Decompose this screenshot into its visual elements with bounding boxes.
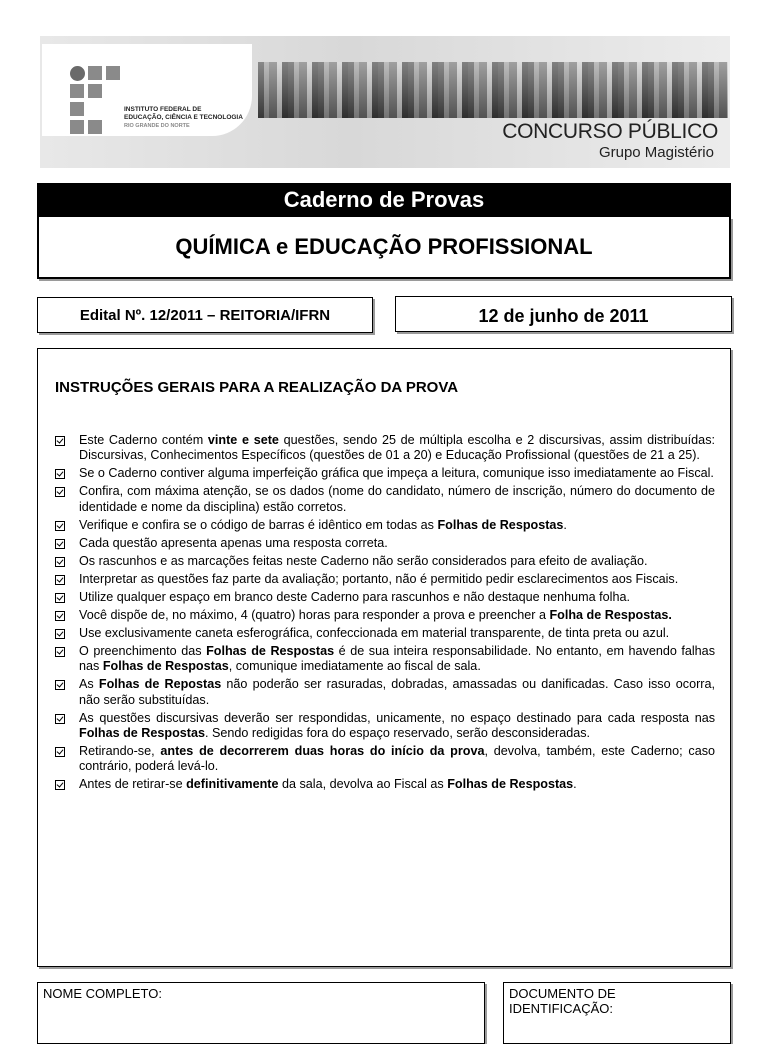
instruction-text: questões, sendo 25 de múltipla escolha e 2 discursivas, assim distribuídas: Discursivas, Conhecimentos Específicos (questões de 01 a 20) e Educação Profissional (questões de 21 a 25). xyxy=(79,433,715,463)
instruction-bold-text: Folhas de Repostas xyxy=(98,677,222,692)
document-field[interactable] xyxy=(503,982,731,1044)
institution-line: EDUCAÇÃO, CIÊNCIA E TECNOLOGIA xyxy=(124,114,243,121)
checkbox-checked-icon xyxy=(55,539,65,549)
instruction-text: da sala, devolva ao Fiscal as xyxy=(278,777,448,792)
instruction-item xyxy=(55,466,715,481)
instructions-list xyxy=(55,433,715,795)
checkbox-checked-icon xyxy=(55,780,65,790)
checkbox-checked-icon xyxy=(55,469,65,479)
instruction-item xyxy=(55,608,715,623)
edital-label: Edital Nº. 12/2011 – REITORIA/IFRN xyxy=(37,297,373,333)
contest-group: Grupo Magistério xyxy=(598,144,714,161)
name-field[interactable] xyxy=(37,982,485,1044)
checkbox-checked-icon xyxy=(55,521,65,531)
checkbox-checked-icon xyxy=(55,747,65,757)
instruction-item xyxy=(55,518,715,533)
instruction-item xyxy=(55,590,715,605)
instruction-bold-text: Folha de Respostas. xyxy=(549,607,672,622)
instruction-item xyxy=(55,484,715,515)
instruction-text: Os rascunhos e as marcações feitas neste Caderno não serão considerados para efeito de avaliação. xyxy=(79,553,648,568)
instruction-text: . xyxy=(563,517,567,532)
instruction-text: Use exclusivamente caneta esferográfica, confeccionada em material transparente, de tinta preta ou azul. xyxy=(79,625,670,640)
instruction-text: Retirando-se, xyxy=(79,744,161,759)
instruction-text: Verifique e confira se o código de barras é idêntico em todas as xyxy=(79,517,438,532)
instruction-text: não poderão ser rasuradas, dobradas, amassadas ou danificadas. Caso isso ocorra, não serão substituídas. xyxy=(79,677,715,707)
name-label: NOME COMPLETO: xyxy=(43,986,162,1001)
instruction-text: Utilize qualquer espaço em branco deste Caderno para rascunhos e não destaque nenhuma folha. xyxy=(79,589,630,604)
checkbox-checked-icon xyxy=(55,436,65,446)
instruction-text: Você dispõe de, no máximo, 4 (quatro) horas para responder a prova e preencher a xyxy=(79,607,550,622)
institution-name xyxy=(124,106,243,130)
instruction-text: , devolva, também, este Caderno; caso contrário, poderá levá-lo. xyxy=(79,744,715,774)
checkbox-checked-icon xyxy=(55,575,65,585)
checkbox-checked-icon xyxy=(55,593,65,603)
instruction-text: As questões discursivas deverão ser respondidas, unicamente, no espaço destinado para cada resposta nas xyxy=(79,710,715,725)
instruction-text: Cada questão apresenta apenas uma resposta correta. xyxy=(79,535,388,550)
contest-title: CONCURSO PÚBLICO xyxy=(502,120,718,143)
instruction-item xyxy=(55,711,715,742)
instruction-text: Interpretar as questões faz parte da avaliação; portanto, não é permitido pedir esclarecimentos aos Fiscais. xyxy=(79,571,679,586)
checkbox-checked-icon xyxy=(55,680,65,690)
instruction-bold-text: Folhas de Respostas xyxy=(437,517,564,532)
instruction-bold-text: antes de decorrerem duas horas do início da prova xyxy=(160,744,485,759)
instruction-bold-text: Folhas de Respostas xyxy=(102,659,229,674)
header-banner xyxy=(40,36,730,168)
ifrn-logo-icon xyxy=(70,66,122,136)
instruction-item xyxy=(55,554,715,569)
instruction-text: O preenchimento das xyxy=(79,643,207,658)
instruction-text: , comunique imediatamente ao fiscal de sala. xyxy=(228,659,481,674)
instruction-bold-text: Folhas de Respostas xyxy=(79,726,205,741)
instruction-text: . Sendo redigidas fora do espaço reservado, serão desconsideradas. xyxy=(204,726,591,741)
checkbox-checked-icon xyxy=(55,647,65,657)
instruction-item xyxy=(55,644,715,675)
instruction-item xyxy=(55,433,715,464)
instruction-item xyxy=(55,626,715,641)
institution-logo xyxy=(42,44,252,136)
exam-date: 12 de junho de 2011 xyxy=(395,296,732,332)
instruction-item xyxy=(55,572,715,587)
instructions-heading: INSTRUÇÕES GERAIS PARA A REALIZAÇÃO DA PROVA xyxy=(55,379,459,396)
instruction-text: . xyxy=(573,777,577,792)
checkbox-checked-icon xyxy=(55,487,65,497)
instructions-panel xyxy=(37,348,731,967)
checkbox-checked-icon xyxy=(55,611,65,621)
instruction-text: Confira, com máxima atenção, se os dados (nome do candidato, número de inscrição, número do documento de identidade e nome da disciplina) estão corretos. xyxy=(79,484,715,514)
instruction-text: é de sua inteira responsabilidade. No entanto, em havendo falhas nas xyxy=(79,643,715,674)
institution-sub: RIO GRANDE DO NORTE xyxy=(124,123,190,129)
instruction-bold-text: Folhas de Respostas xyxy=(206,643,335,658)
photo-strip xyxy=(258,62,728,118)
instruction-bold-text: Folhas de Respostas xyxy=(447,777,574,792)
instruction-item xyxy=(55,677,715,708)
instruction-text: As xyxy=(79,677,99,692)
instruction-text: Se o Caderno contiver alguma imperfeição gráfica que impeça a leitura, comunique isso imediatamente ao Fiscal. xyxy=(79,466,714,481)
checkbox-checked-icon xyxy=(55,714,65,724)
instruction-item xyxy=(55,777,715,792)
caderno-title: Caderno de Provas xyxy=(37,183,731,217)
instruction-bold-text: definitivamente xyxy=(186,777,279,792)
instruction-item xyxy=(55,536,715,551)
institution-line: INSTITUTO FEDERAL DE xyxy=(124,106,202,113)
instruction-text: Antes de retirar-se xyxy=(79,777,187,792)
instruction-bold-text: vinte e sete xyxy=(207,433,279,447)
checkbox-checked-icon xyxy=(55,629,65,639)
instruction-item xyxy=(55,744,715,775)
subject-title: QUÍMICA e EDUCAÇÃO PROFISSIONAL xyxy=(37,217,731,279)
checkbox-checked-icon xyxy=(55,557,65,567)
document-label: DOCUMENTO DE IDENTIFICAÇÃO: xyxy=(509,986,616,1016)
instruction-text: Este Caderno contém xyxy=(79,433,208,447)
